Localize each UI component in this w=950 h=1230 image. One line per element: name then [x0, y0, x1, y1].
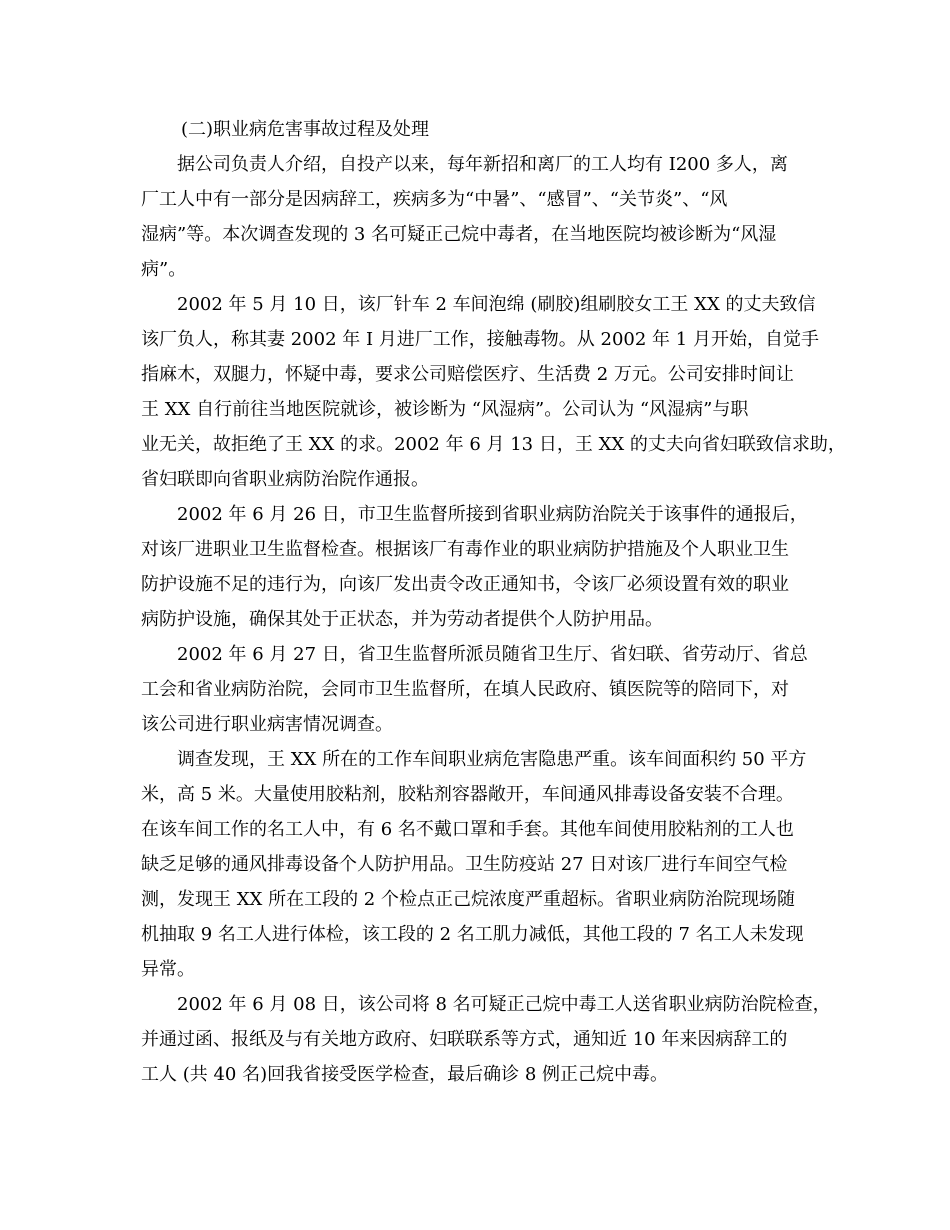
- paragraph-line: 指麻木，双腿力，怀疑中毒，要求公司赔偿医疗、生活费 2 万元。公司安排时间让: [141, 364, 794, 385]
- paragraph-line: 厂工人中有一部分是因病辞工，疾病多为“中暑”、“感冒”、“关节炎”、“风: [141, 189, 728, 210]
- paragraph-list: [141, 147, 846, 1092]
- paragraph-line: 病”。: [141, 259, 187, 280]
- document-body: [141, 112, 846, 1092]
- paragraph-line: 业无关，故拒绝了王 XX 的求。2002 年 6 月 13 日，王 XX 的丈夫向省妇联致信求助，: [141, 434, 846, 455]
- paragraph-line: 防护设施不足的违行为，向该厂发出责令改正通知书，令该厂必须设置有效的职业: [141, 574, 789, 595]
- paragraph-line: 并通过函、报纸及与有关地方政府、妇联联系等方式，通知近 10 年来因病辞工的: [141, 1029, 788, 1050]
- body-paragraph: [141, 287, 846, 497]
- paragraph-line: 据公司负责人介绍，自投产以来，每年新招和离厂的工人均有 I200 多人，离: [177, 154, 788, 175]
- section-heading: (二)职业病危害事故过程及处理: [181, 119, 430, 140]
- paragraph-line: 机抽取 9 名工人进行体检，该工段的 2 名工肌力减低，其他工段的 7 名工人未发现: [141, 924, 804, 945]
- paragraph-line: 测，发现王 XX 所在工段的 2 个检点正己烷浓度严重超标。省职业病防治院现场随: [141, 889, 795, 910]
- paragraph-line: 异常。: [141, 959, 195, 980]
- paragraph-line: 工人 (共 40 名)回我省接受医学检查，最后确诊 8 例正己烷中毒。: [141, 1064, 669, 1085]
- paragraph-line: 病防护设施，确保其处于正状态，并为劳动者提供个人防护用品。: [141, 609, 663, 630]
- body-paragraph: [141, 147, 821, 287]
- paragraph-line: 2002 年 6 月 08 日，该公司将 8 名可疑正己烷中毒工人送省职业病防治院检查，: [177, 994, 831, 1015]
- paragraph-line: 在该车间工作的名工人中，有 6 名不戴口罩和手套。其他车间使用胶粘剂的工人也: [141, 819, 794, 840]
- body-paragraph: [141, 497, 821, 637]
- paragraph-line: 调查发现，王 XX 所在的工作车间职业病危害隐患严重。该车间面积约 50 平方: [177, 749, 807, 770]
- paragraph-line: 该公司进行职业病害情况调查。: [141, 714, 393, 735]
- paragraph-line: 王 XX 自行前往当地医院就诊，被诊断为 “风湿病”。公司认为 “风湿病”与职: [141, 399, 749, 420]
- paragraph-line: 2002 年 6 月 26 日，市卫生监督所接到省职业病防治院关于该事件的通报后，: [177, 504, 808, 525]
- paragraph-line: 米，高 5 米。大量使用胶粘剂，胶粘剂容器敞开，车间通风排毒设备安装不合理。: [141, 784, 794, 805]
- body-paragraph: [141, 987, 831, 1092]
- paragraph-line: 2002 年 6 月 27 日，省卫生监督所派员随省卫生厅、省妇联、省劳动厅、省总: [177, 644, 808, 665]
- paragraph-line: 对该厂进职业卫生监督检查。根据该厂有毒作业的职业病防护措施及个人职业卫生: [141, 539, 789, 560]
- body-paragraph: [141, 637, 821, 742]
- paragraph-line: 缺乏足够的通风排毒设备个人防护用品。卫生防疫站 27 日对该厂进行车间空气检: [141, 854, 788, 875]
- paragraph-line: 省妇联即向省职业病防治院作通报。: [141, 469, 429, 490]
- paragraph-line: 该厂负人，称其妻 2002 年 I 月进厂工作，接触毒物。从 2002 年 1 月开始，自觉手: [141, 329, 819, 350]
- paragraph-line: 2002 年 5 月 10 日，该厂针车 2 车间泡绵 (刷胶)组刷胶女工王 XX 的丈夫致信: [177, 294, 816, 315]
- body-paragraph: [141, 742, 821, 987]
- paragraph-line: 工会和省业病防治院，会同市卫生监督所，在填人民政府、镇医院等的陪同下，对: [141, 679, 789, 700]
- paragraph-line: 湿病”等。本次调查发现的 3 名可疑正己烷中毒者，在当地医院均被诊断为“风湿: [141, 224, 777, 245]
